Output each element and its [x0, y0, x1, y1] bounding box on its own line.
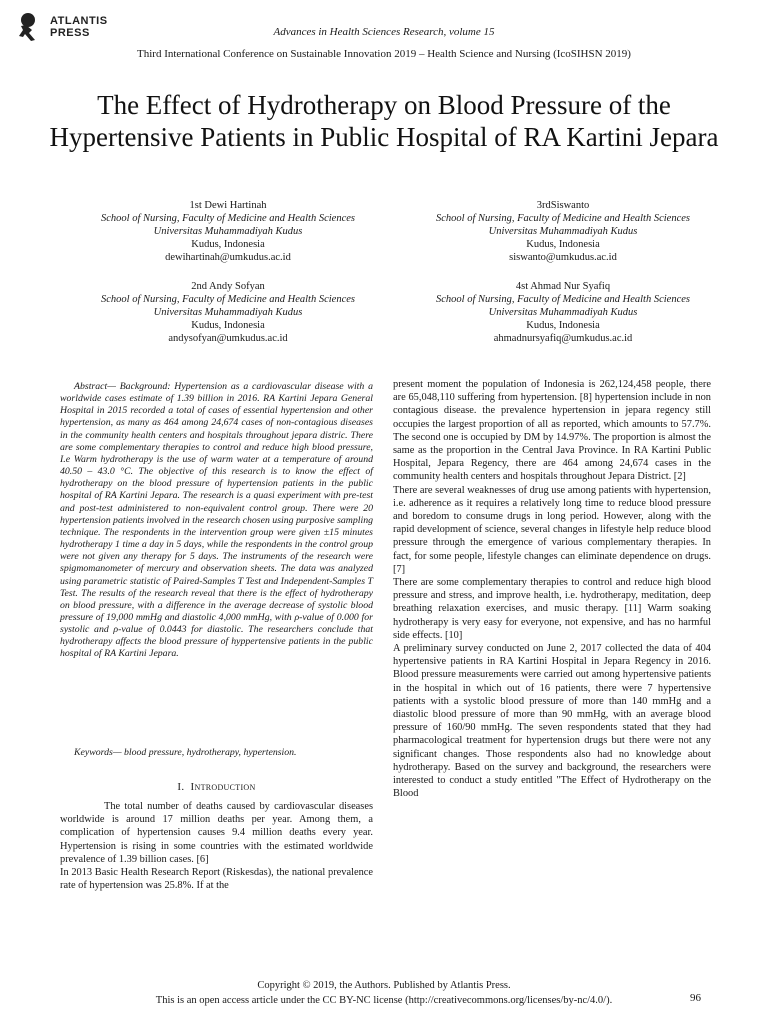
- author-name: 3rdSiswanto: [536, 200, 590, 211]
- license-notice: This is an open access article under the CC BY-NC license (http://creativecommons.org/licenses/by-nc/4.0/).: [155, 995, 613, 1006]
- paragraph: In 2013 Basic Health Research Report (Riskesdas), the national prevalence rate of hypertension was 25.8%. If at the: [60, 867, 373, 892]
- author-city: Kudus, Indonesia: [526, 239, 600, 250]
- copyright-notice: Copyright © 2019, the Authors. Published by Atlantis Press.: [257, 980, 511, 991]
- author-affiliation: School of Nursing, Faculty of Medicine and Health Sciences: [436, 213, 690, 224]
- section-title: Introduction: [190, 781, 256, 793]
- author-block: [398, 280, 728, 345]
- paragraph: present moment the population of Indonesia is 262,124,458 people, there are 65,048,110 suffering from hypertension. [8] hypertension include in non contagious disease. the prevalence hypertension in jepara regency still occupies the largest proportion of all as reported, which amounts to 57.7%. The second one is occupied by DM by 14.97%. The proportion is almost the same as the proportion in the Central Java Province. In RA Kartini Public Hospital, Jepara Regency, there are 464 among 24,674 cases in the community health centers and hospitals throughout Jepara District. [2]: [393, 379, 711, 483]
- paragraph: The total number of deaths caused by cardiovascular diseases worldwide is around 17 million deaths per year. Among them, a complication of hypertension causes 9.4 million deaths every year. Hypertension is rising in some countries with the estimated worldwide prevalence of 1.39 billion cases. [6]: [60, 801, 373, 865]
- paragraph: There are several weaknesses of drug use among patients with hypertension, i.e. adherence as it requires a relatively long time to reduce blood pressure and boredom to consume drugs in long period. However, along with the rapid development of science, several changes in lifestyle help reduce blood pressure through the emergence of various complementary therapies. In fact, for some people, lifestyle changes can eliminate dependence on drugs. [7]: [393, 484, 711, 575]
- author-email[interactable]: siswanto@umkudus.ac.id: [509, 252, 617, 263]
- author-affiliation: School of Nursing, Faculty of Medicine and Health Sciences: [101, 213, 355, 224]
- author-name: 2nd Andy Sofyan: [191, 281, 265, 292]
- intro-right-column: [393, 378, 711, 801]
- paragraph: A preliminary survey conducted on June 2, 2017 collected the data of 404 hypertensive patients in RA Kartini Hospital in Jepara Regency in 2016. Blood pressure measurements were carried out among hypertensive patients in the hospital in which out of 16 patients, there were 7 hypertensive patients with a systolic blood pressure of more than 140 mmHg and a diastolic blood pressure of more than 90 mmHg, with an average blood pressure of 160/90 mmHg. The seven respondents stated that they had pharmacological treatment for hypertension drugs but there were not any significant changes. Those respondents also had no knowledge about hydrotherapy. Based on the survey and background, the researchers were interested to conduct a study entitled "The Effect of Hydrotherapy on the Blood: [393, 643, 711, 800]
- section-heading: [60, 781, 373, 793]
- author-block: [63, 199, 393, 264]
- conference-name: Third International Conference on Sustainable Innovation 2019 – Health Science and Nursing (IcoSIHSN 2019): [137, 48, 631, 60]
- paper-title: The Effect of Hydrotherapy on Blood Pressure of the Hypertensive Patients in Public Hospital of RA Kartini Jepara: [49, 90, 719, 152]
- author-city: Kudus, Indonesia: [526, 320, 600, 331]
- author-university: Universitas Muhammadiyah Kudus: [153, 226, 303, 237]
- author-name: 4st Ahmad Nur Syafiq: [515, 281, 611, 292]
- section-number: I.: [177, 781, 185, 793]
- intro-left-column: [60, 800, 373, 892]
- author-name: 1st Dewi Hartinah: [189, 200, 267, 211]
- author-email[interactable]: andysofyan@umkudus.ac.id: [168, 333, 288, 344]
- keywords: Keywords— blood pressure, hydrotherapy, hypertension.: [74, 747, 297, 758]
- publisher-name: ATLANTIS PRESS: [50, 15, 108, 39]
- author-block: [398, 199, 728, 264]
- author-email[interactable]: ahmadnursyafiq@umkudus.ac.id: [493, 333, 633, 344]
- author-university: Universitas Muhammadiyah Kudus: [153, 307, 303, 318]
- author-block: [63, 280, 393, 345]
- page-number: 96: [690, 992, 701, 1004]
- author-city: Kudus, Indonesia: [191, 239, 265, 250]
- author-affiliation: School of Nursing, Faculty of Medicine and Health Sciences: [436, 294, 690, 305]
- abstract: Abstract— Background: Hypertension as a cardiovascular disease with a worldwide cases estimate of 1.39 billion in 2016. RA Kartini Jepara General Hospital in 2015 recorded a total of cases of essential hypertension and other hypertension, as many as 464 among 24,674 cases of non-contagious diseases in the community health centers and hospitals throughout jepara distric. There are some complementary therapies to control and reduce high blood pressure, I.e Warm hydrotherapy is the use of warm water at a temperature of around 40.50 – 43.0 °C. The objective of this research is to know the effect of hydrotherapy on the blood pressure of hypertension patients in the public hospital of RA Kartini Jepara. The research is a quasi experiment with pre-test and post-test administered to non-equivalent control group. There were 20 hypertension patients involved in the research chosen using purposive sampling technique. The respondents in the intervention group were given ±15 minutes hydrotherapy 1 time a day in 5 days, while the respondents in the control group were not given any therapy for 5 days. The instruments of the research were spigmomanometer of mercury and observation sheets. The data was analyzed using parametric statistic of Paired-Samples T Test and Independent-Samples T Test. The results of the research reveal that there is the effect of hydrotherapy on blood pressure, with a difference in the average decrease of systolic blood pressure of 19,000 mmHg and diastolic 4,000 mmHg, with ρ-value of 0.000 for systolic and ρ-value of 0.0443 for diastolic. The researchers conclude that hydrotherapy affects the blood pressure of hyppertensive patients in the public hospital of RA Kartini Jepara.: [60, 381, 373, 660]
- journal-name: Advances in Health Sciences Research, volume 15: [273, 26, 495, 38]
- author-university: Universitas Muhammadiyah Kudus: [488, 226, 638, 237]
- author-email[interactable]: dewihartinah@umkudus.ac.id: [165, 252, 291, 263]
- author-city: Kudus, Indonesia: [191, 320, 265, 331]
- author-affiliation: School of Nursing, Faculty of Medicine and Health Sciences: [101, 294, 355, 305]
- paragraph: There are some complementary therapies to control and reduce high blood pressure and stress, and improve health, i.e. hydrotherapy, meditation, deep breathing relaxation exercises, and music therapy. [11] Warm soaking hydrotherapy is very easy for everyone, not expensive, and has no harmful side effects. [10]: [393, 577, 711, 641]
- author-university: Universitas Muhammadiyah Kudus: [488, 307, 638, 318]
